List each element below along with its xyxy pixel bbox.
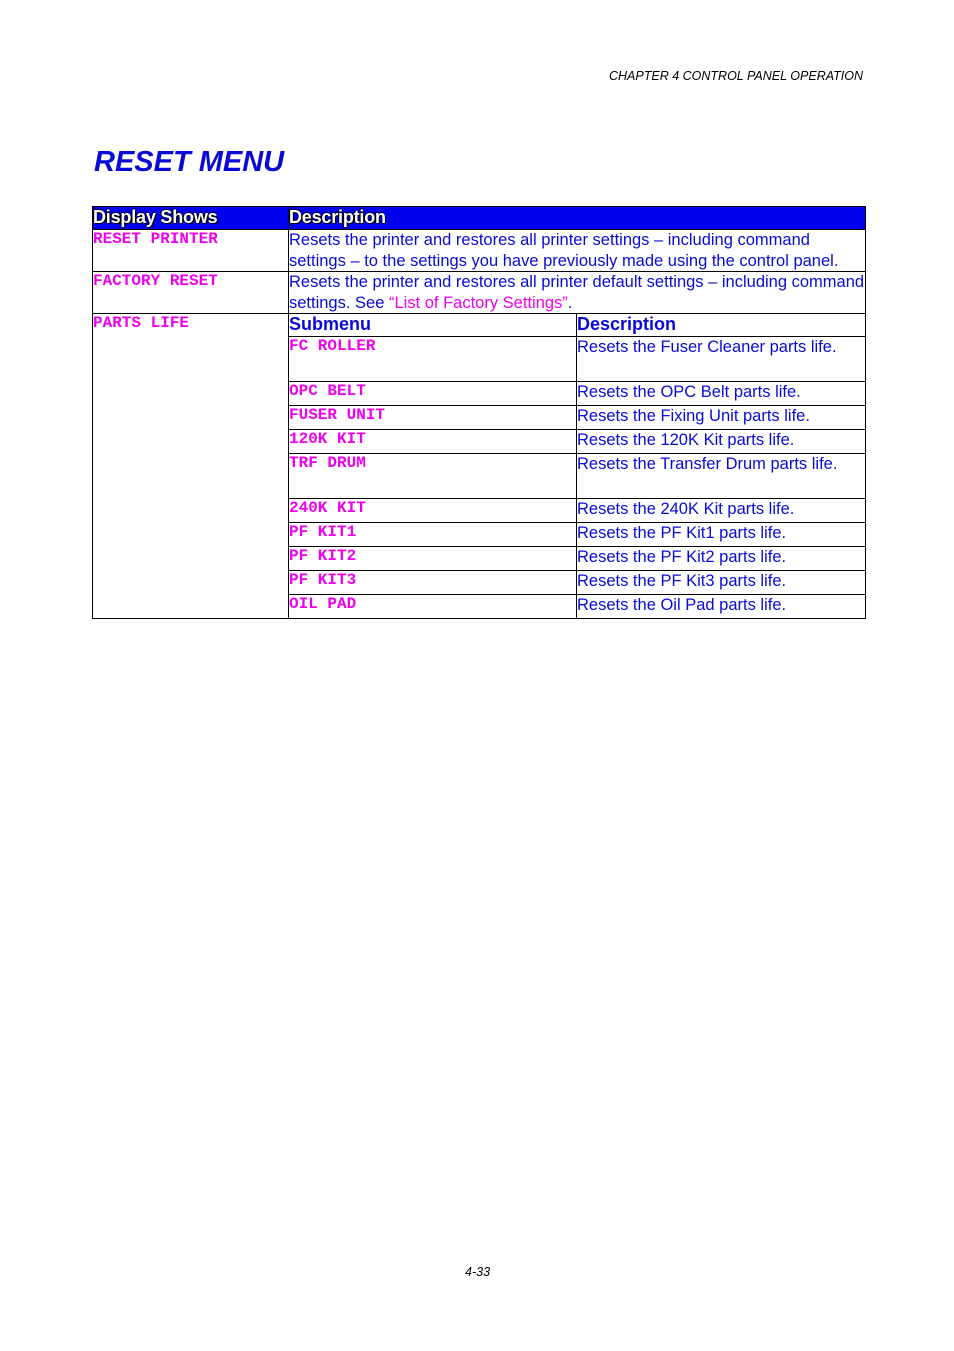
display-code: PARTS LIFE (93, 314, 190, 332)
subcolumn-header-submenu: Submenu (289, 314, 577, 337)
submenu-code: PF KIT2 (289, 547, 357, 565)
submenu-code: FUSER UNIT (289, 406, 386, 424)
row-description: Resets the printer and restores all printer settings – including command settings – to the settings you have previously made using the control panel. (289, 230, 866, 272)
submenu-code: OIL PAD (289, 595, 357, 613)
description-text: . (567, 293, 573, 312)
factory-settings-link[interactable]: “List of Factory Settings” (388, 293, 568, 312)
submenu-description: Resets the Fixing Unit parts life. (577, 406, 866, 430)
submenu-description: Resets the OPC Belt parts life. (577, 382, 866, 406)
display-code: FACTORY RESET (93, 272, 218, 290)
column-header-display-shows: Display Shows (93, 207, 289, 230)
submenu-code: PF KIT3 (289, 571, 357, 589)
row-description (289, 272, 866, 314)
submenu-description: Resets the Transfer Drum parts life. (577, 454, 866, 499)
submenu-description: Resets the 120K Kit parts life. (577, 430, 866, 454)
submenu-code: OPC BELT (289, 382, 366, 400)
column-header-description: Description (289, 207, 866, 230)
table-row-parts-life (93, 314, 866, 337)
table-header-row (93, 207, 866, 230)
submenu-code: 120K KIT (289, 430, 366, 448)
display-code: RESET PRINTER (93, 230, 218, 248)
submenu-description: Resets the Fuser Cleaner parts life. (577, 337, 866, 382)
submenu-description: Resets the PF Kit1 parts life. (577, 523, 866, 547)
submenu-description: Resets the 240K Kit parts life. (577, 499, 866, 523)
submenu-code: 240K KIT (289, 499, 366, 517)
reset-menu-table (92, 206, 866, 619)
page-title: RESET MENU (94, 146, 285, 178)
description-text: Resets the printer and restores all printer default settings – including command settings. See (289, 273, 865, 312)
subcolumn-header-description: Description (577, 314, 866, 337)
running-header: CHAPTER 4 CONTROL PANEL OPERATION (609, 69, 863, 83)
submenu-code: TRF DRUM (289, 454, 366, 472)
submenu-description: Resets the Oil Pad parts life. (577, 595, 866, 619)
submenu-description: Resets the PF Kit2 parts life. (577, 547, 866, 571)
submenu-description: Resets the PF Kit3 parts life. (577, 571, 866, 595)
table-row-factory-reset (93, 272, 866, 314)
submenu-code: FC ROLLER (289, 337, 376, 355)
submenu-code: PF KIT1 (289, 523, 357, 541)
table-row-reset-printer (93, 230, 866, 272)
page-number: 4-33 (465, 1265, 491, 1279)
